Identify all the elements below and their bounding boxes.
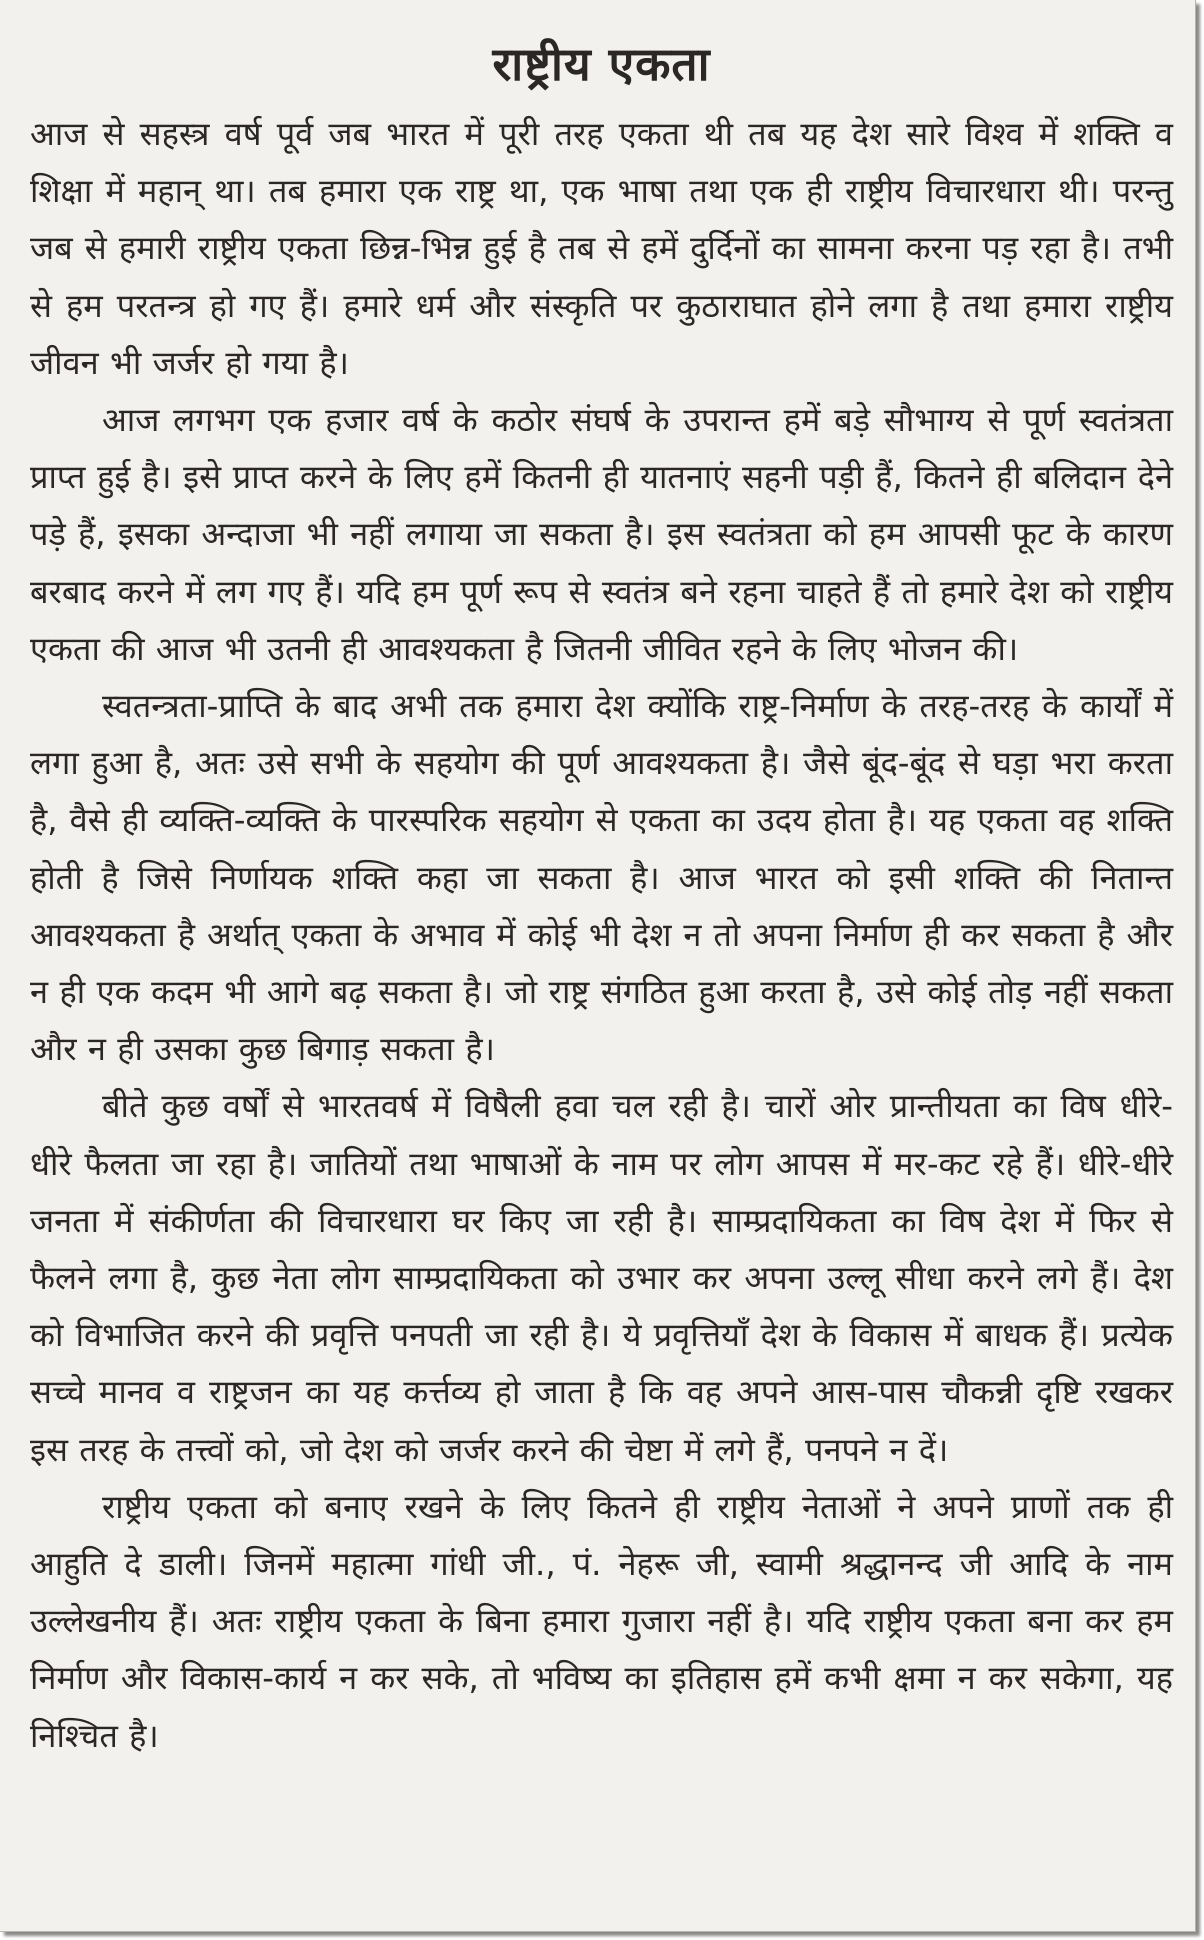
paragraph-4: बीते कुछ वर्षों से भारतवर्ष में विषैली हवा चल रही है। चारों ओर प्रान्तीयता का विष धीरे-धीरे फैलता जा रहा है। जातियों तथा भाषाओं के नाम पर लोग आपस में मर-कट रहे हैं। धीरे-धीरे जनता में संकीर्णता की विचारधारा घर किए जा रही है। साम्प्रदायिकता का विष देश में फिर से फैलने लगा है, कुछ नेता लोग साम्प्रदायिकता को उभार कर अपना उल्लू सीधा करने लगे हैं। देश को विभाजित करने की प्रवृत्ति पनपती जा रही है। ये प्रवृत्तियाँ देश के विकास में बाधक हैं। प्रत्येक सच्चे मानव व राष्ट्रजन का यह कर्त्तव्य हो जाता है कि वह अपने आस-पास चौकन्नी दृष्टि रखकर इस तरह के तत्त्वों को, जो देश को जर्जर करने की चेष्टा में लगे हैं, पनपने न दें। [30, 1087, 1173, 1469]
paragraph-3: स्वतन्त्रता-प्राप्ति के बाद अभी तक हमारा देश क्योंकि राष्ट्र-निर्माण के तरह-तरह के कार्यों में लगा हुआ है, अतः उसे सभी के सहयोग की पूर्ण आवश्यकता है। जैसे बूंद-बूंद से घड़ा भरा करता है, वैसे ही व्यक्ति-व्यक्ति के पारस्परिक सहयोग से एकता का उदय होता है। यह एकता वह शक्ति होती है जिसे निर्णायक शक्ति कहा जा सकता है। आज भारत को इसी शक्ति की नितान्त आवश्यकता है अर्थात् एकता के अभाव में कोई भी देश न तो अपना निर्माण ही कर सकता है और न ही एक कदम भी आगे बढ़ सकता है। जो राष्ट्र संगठित हुआ करता है, उसे कोई तोड़ नहीं सकता और न ही उसका कुछ बिगाड़ सकता है। [30, 687, 1173, 1069]
paragraph-2: आज लगभग एक हजार वर्ष के कठोर संघर्ष के उपरान्त हमें बड़े सौभाग्य से पूर्ण स्वतंत्रता प्राप्त हुई है। इसे प्राप्त करने के लिए हमें कितनी ही यातनाएं सहनी पड़ी हैं, कितने ही बलिदान देने पड़े हैं, इसका अन्दाजा भी नहीं लगाया जा सकता है। इस स्वतंत्रता को हम आपसी फूट के कारण बरबाद करने में लग गए हैं। यदि हम पूर्ण रूप से स्वतंत्र बने रहना चाहते हैं तो हमारे देश को राष्ट्रीय एकता की आज भी उतनी ही आवश्यकता है जितनी जीवित रहने के लिए भोजन की। [30, 401, 1173, 668]
paragraph-1: आज से सहस्त्र वर्ष पूर्व जब भारत में पूरी तरह एकता थी तब यह देश सारे विश्व में शक्ति व शिक्षा में महान् था। तब हमारा एक राष्ट्र था, एक भाषा तथा एक ही राष्ट्रीय विचारधारा थी। परन्तु जब से हमारी राष्ट्रीय एकता छिन्न-भिन्न हुई है तब से हमें दुर्दिनों का सामना करना पड़ रहा है। तभी से हम परतन्त्र हो गए हैं। हमारे धर्म और संस्कृति पर कुठाराघात होने लगा है तथा हमारा राष्ट्रीय जीवन भी जर्जर हो गया है। [30, 115, 1173, 382]
essay-title: राष्ट्रीय एकता [492, 37, 711, 91]
paragraph-5: राष्ट्रीय एकता को बनाए रखने के लिए कितने ही राष्ट्रीय नेताओं ने अपने प्राणों तक ही आहुति दे डाली। जिनमें महात्मा गांधी जी., पं. नेहरू जी, स्वामी श्रद्धानन्द जी आदि के नाम उल्लेखनीय हैं। अतः राष्ट्रीय एकता के बिना हमारा गुजारा नहीं है। यदि राष्ट्रीय एकता बना कर हम निर्माण और विकास-कार्य न कर सके, तो भविष्य का इतिहास हमें कभी क्षमा न कर सकेगा, यह निश्चित है। [30, 1487, 1173, 1755]
